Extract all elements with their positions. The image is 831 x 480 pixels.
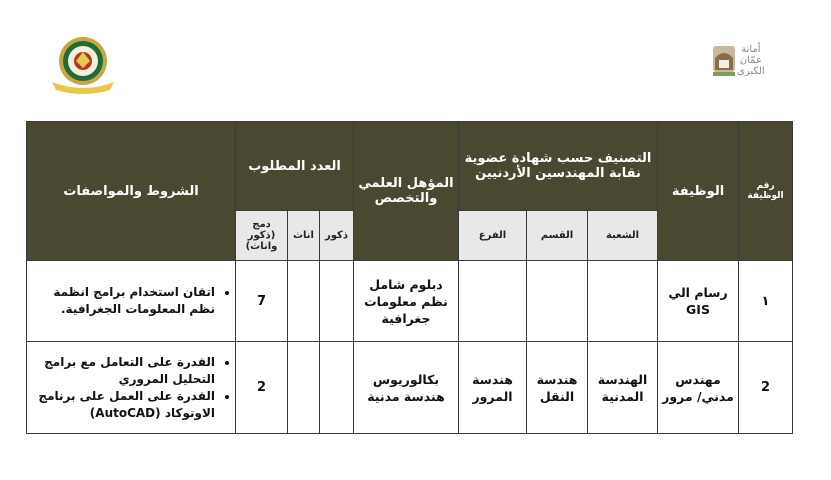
- amman-municipality-logo: [711, 38, 781, 82]
- header-section: القسم: [527, 211, 588, 261]
- row-qualification: بكالوريوس هندسة مدنية: [354, 342, 459, 434]
- row-females: [288, 261, 320, 342]
- header-conditions: الشروط والمواصفات: [27, 122, 236, 261]
- header-required-count: العدد المطلوب: [236, 122, 354, 211]
- table-row: [27, 342, 793, 434]
- condition-item: • القدرة على التعامل مع برامج التحليل المروري: [31, 354, 215, 388]
- header-classification: التصنيف حسب شهادة عضوية نقابة المهندسين الأردنيين: [459, 122, 658, 211]
- row-merged: 7: [236, 261, 288, 342]
- row-conditions: [27, 261, 236, 342]
- row-conditions: [27, 342, 236, 434]
- row-division: [588, 261, 658, 342]
- amman-municipality-logo-icon: [711, 42, 737, 78]
- header-job: الوظيفة: [658, 122, 739, 261]
- row-division: الهندسة المدنية: [588, 342, 658, 434]
- header-branch: الفرع: [459, 211, 527, 261]
- header-merged: دمج (ذكور واناث): [236, 211, 288, 261]
- condition-item: • القدرة على العمل على برنامج الاوتوكاد (AutoCAD): [31, 388, 215, 422]
- header-males: ذكور: [320, 211, 354, 261]
- row-males: [320, 261, 354, 342]
- header-division: الشعبة: [588, 211, 658, 261]
- table-row: [27, 261, 793, 342]
- header-qualification: المؤهل العلمي والتخصص: [354, 122, 459, 261]
- row-branch: هندسة المرور: [459, 342, 527, 434]
- row-females: [288, 342, 320, 434]
- header-job-no: رقم الوظيفة: [739, 122, 793, 261]
- jobs-table: [26, 121, 793, 434]
- jordan-engineers-seal-icon: [48, 34, 118, 96]
- row-job-no: ١: [739, 261, 793, 342]
- row-merged: 2: [236, 342, 288, 434]
- row-job-no: 2: [739, 342, 793, 434]
- row-section: [527, 261, 588, 342]
- row-job: مهندس مدني/ مرور: [658, 342, 739, 434]
- condition-item: • اتقان استخدام برامج انظمة نظم المعلومات الجغرافية.: [31, 284, 215, 318]
- row-job: رسام الي GIS: [658, 261, 739, 342]
- row-qualification: دبلوم شامل نظم معلومات جغرافية: [354, 261, 459, 342]
- row-males: [320, 342, 354, 434]
- row-branch: [459, 261, 527, 342]
- amman-municipality-name: أمانة عمّان الكبرى: [737, 43, 765, 77]
- row-section: هندسة النقل: [527, 342, 588, 434]
- header-females: اناث: [288, 211, 320, 261]
